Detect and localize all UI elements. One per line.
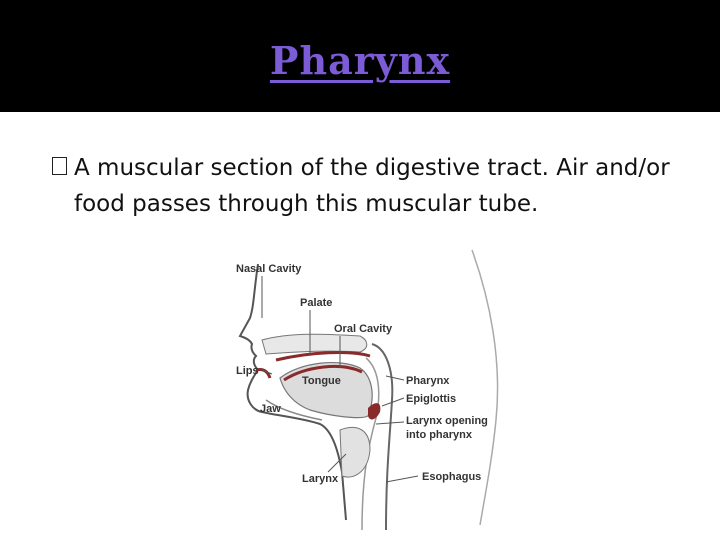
pharynx-anatomy-diagram — [210, 240, 510, 530]
bullet-marker-icon — [52, 157, 67, 175]
label-oral-cavity: Oral Cavity — [334, 323, 393, 335]
label-esophagus: Esophagus — [422, 471, 482, 483]
label-pharynx: Pharynx — [406, 375, 450, 387]
label-jaw: Jaw — [260, 403, 281, 415]
slide-title: Pharynx — [269, 38, 451, 83]
label-larynx-opening-2: into pharynx — [406, 429, 473, 441]
label-nasal-cavity: Nasal Cavity — [236, 263, 302, 275]
label-larynx: Larynx — [302, 473, 339, 485]
leader-esophagus — [386, 476, 418, 482]
label-lips: Lips — [236, 365, 259, 377]
bullet-text: A muscular section of the digestive tract. Air and/or food passes through this muscular tube. — [74, 155, 670, 217]
leader-pharynx — [386, 376, 404, 380]
label-larynx-opening-1: Larynx opening — [406, 415, 488, 427]
bullet-point — [52, 150, 692, 222]
nasal-cavity-shape — [262, 334, 367, 354]
label-palate: Palate — [300, 297, 333, 309]
palate-line — [276, 353, 370, 360]
label-epiglottis: Epiglottis — [406, 393, 457, 405]
label-tongue: Tongue — [302, 375, 341, 387]
back-of-head-outline — [472, 250, 498, 525]
